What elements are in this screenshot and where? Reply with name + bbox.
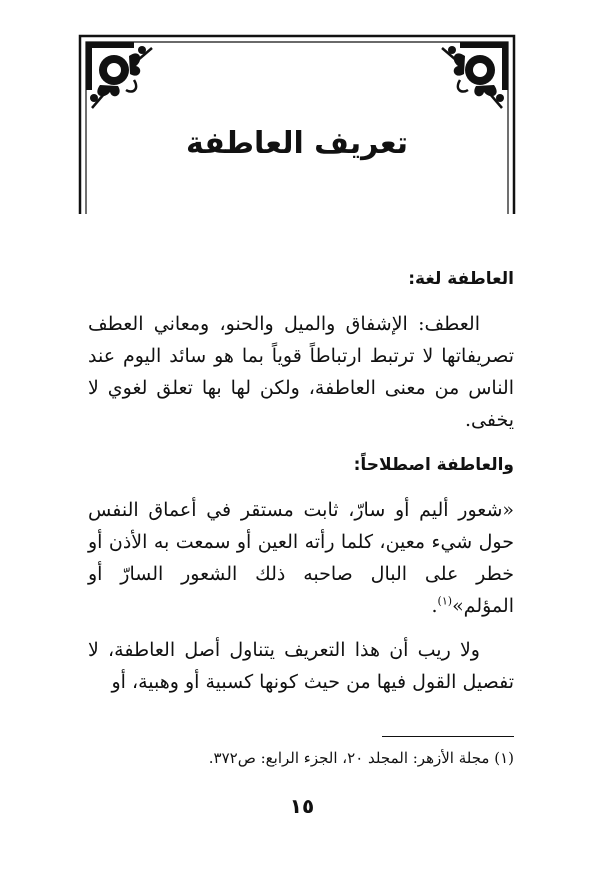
footnote-divider [382,736,514,737]
section-heading-linguistic: العاطفة لغة: [408,269,514,289]
chapter-title: تعريف العاطفة [185,126,409,161]
right-corner-ornament [442,42,508,108]
footnote-reference[interactable]: (١) [437,594,453,608]
section-heading-technical: والعاطفة اصطلاحاً: [353,455,514,475]
quoted-definition [88,494,514,622]
quote-text: «شعور أليم أو سارّ، ثابت مستقر في أعماق النفس حول شيء معين، كلما رأته العين أو سمعت به الأذن أو خطر على البال صاحبه ذلك الشعور السارّ أو المؤلم» [88,499,514,617]
left-corner-ornament [86,42,152,108]
quote-end-mark: . [431,595,438,617]
page-number: ١٥ [289,794,315,818]
paragraph-commentary: ولا ريب أن هذا التعريف يتناول أصل العاطفة، لا تفصيل القول فيها من حيث كونها كسبية أو وهبية، أو [88,639,514,693]
paragraph-linguistic-definition: العطف: الإشفاق والميل والحنو، ومعاني العطف تصريفاتها لا ترتبط ارتباطاً قوياً بما هو سائد اليوم عند الناس من معنى العاطفة، ولكن لها بها تعلق لغوي لا يخفى. [88,313,514,431]
page-body [88,262,514,710]
footnote: (١) مجلة الأزهر: المجلد ٢٠، الجزء الرابع: ص٣٧٢. [208,749,514,767]
